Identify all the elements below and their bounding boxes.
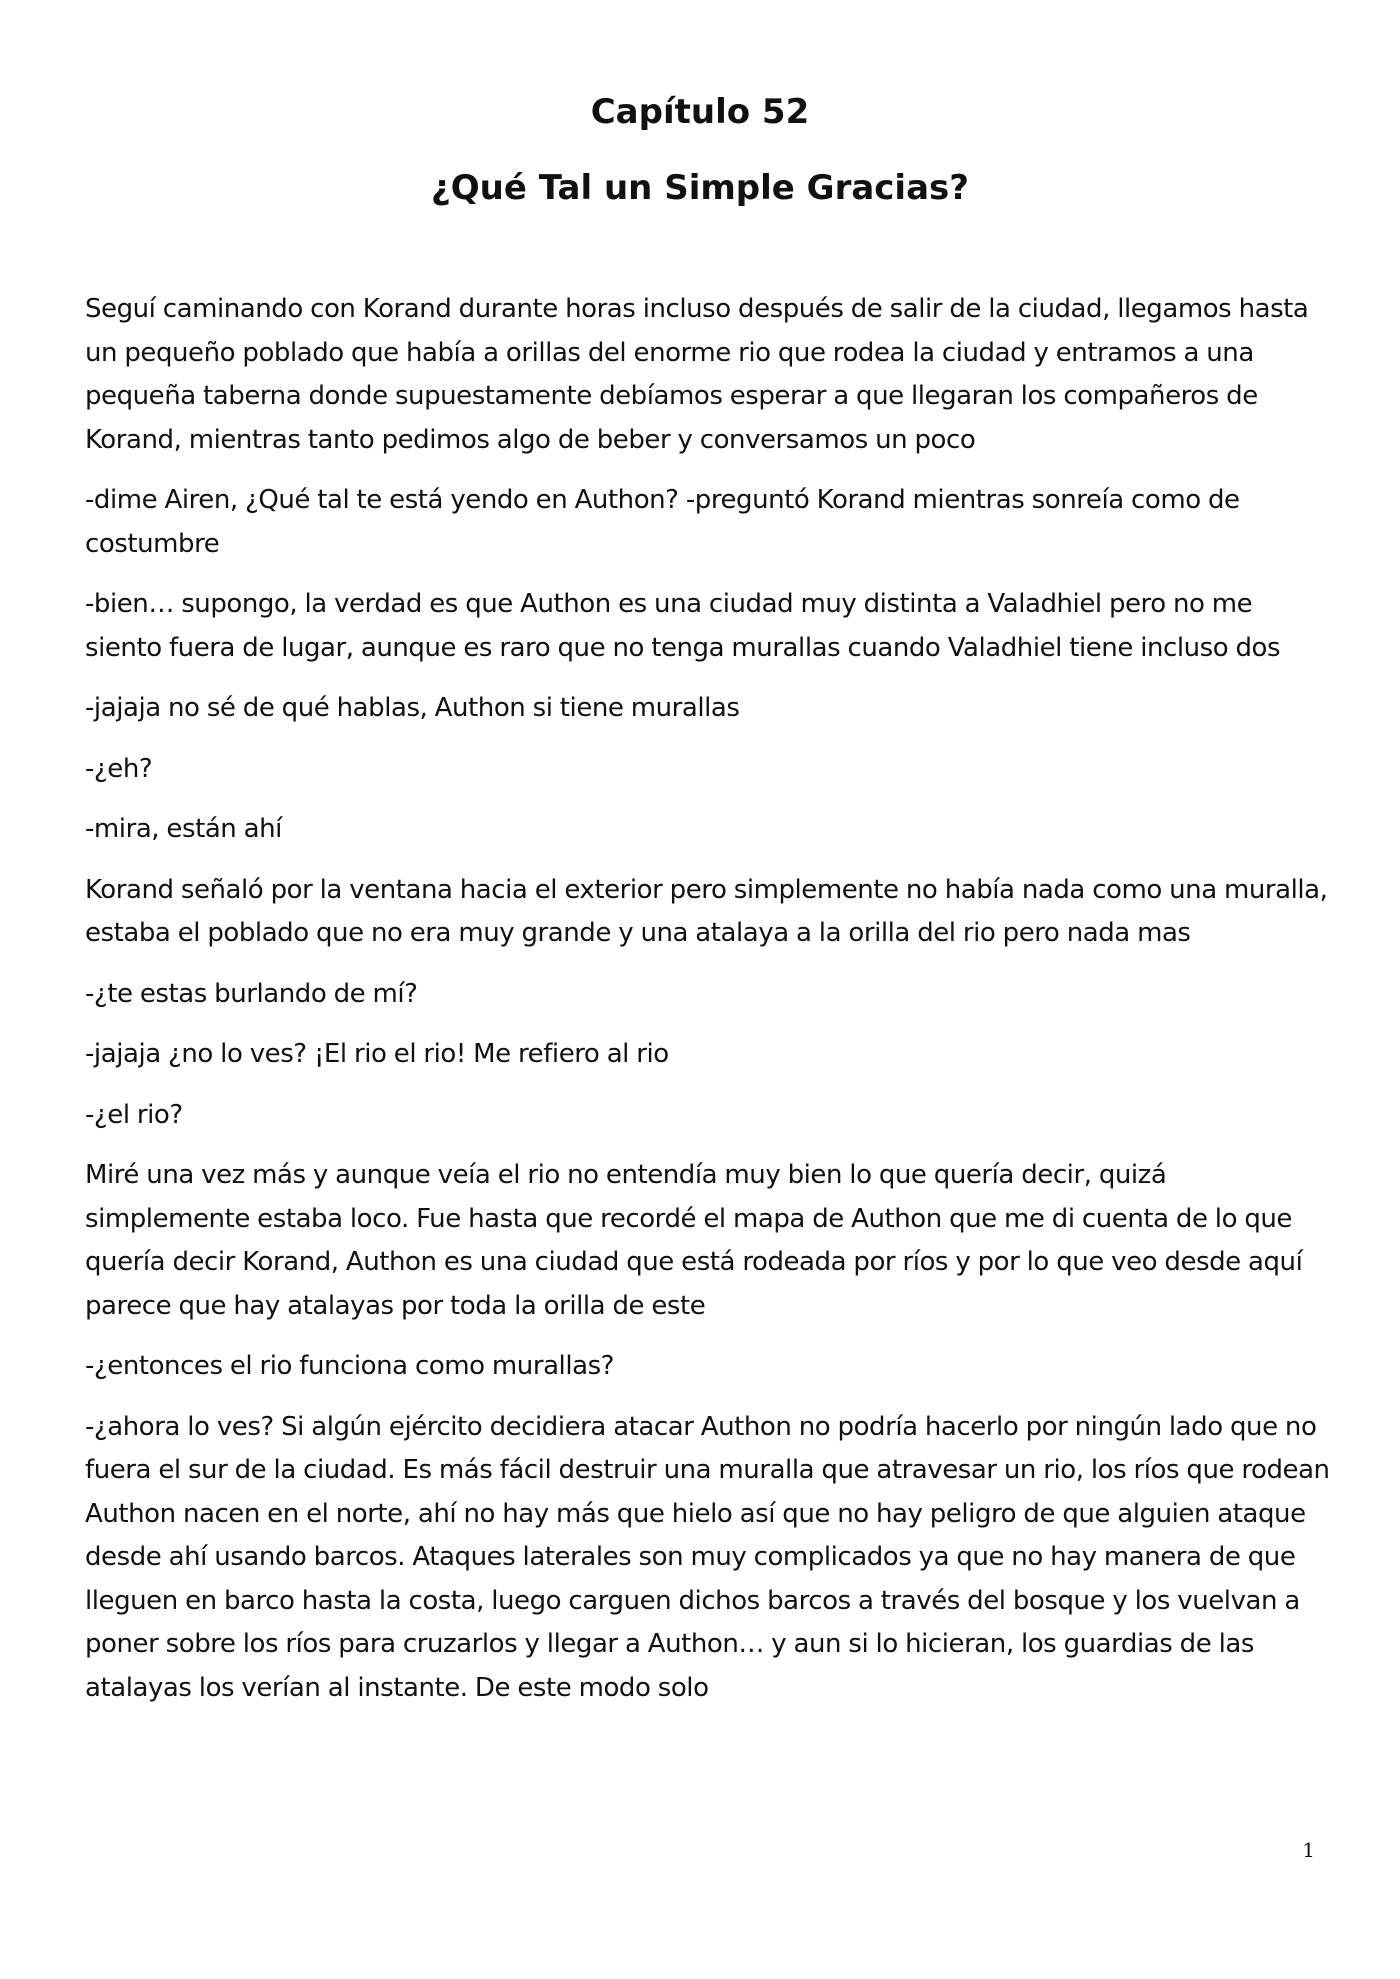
paragraph-narration-map: Miré una vez más y aunque veía el rio no entendía muy bien lo que quería decir, quizá simplemente estaba loco. Fue hasta que recordé el mapa de Authon que me di cuenta de lo que quería decir Korand, Authon es una ciudad que está rodeada por ríos y por lo que veo desde aquí parece que hay atalayas por toda la orilla de este (85, 1160, 1303, 1321)
paragraph-dialogue-airen-river: -¿el rio? (85, 1099, 183, 1130)
page-number: 1 (1302, 1838, 1315, 1862)
chapter-number: Capítulo 52 (590, 92, 810, 132)
paragraph-dialogue-airen-walls-question: -¿entonces el rio funciona como murallas? (85, 1351, 615, 1381)
paragraph-narration-arrival: Seguí caminando con Korand durante horas incluso después de salir de la ciudad, llegamos hasta un pequeño poblado que había a orillas del enorme rio que rodea la ciudad y entramos a una pequeña taberna donde supuestamente debíamos esperar a que llegaran los compañeros de Korand, mientras tanto pedimos algo de beber y conversamos un poco (85, 294, 1309, 455)
paragraph-dialogue-korand-explanation: -¿ahora lo ves? Si algún ejército decidiera atacar Authon no podría hacerlo por ningún lado que no fuera el sur de la ciudad. Es más fácil destruir una muralla que atravesar un rio, los ríos que rodean Authon nacen en el norte, ahí no hay más que hielo así que no hay peligro de que alguien ataque desde ahí usando barcos. Ataques laterales son muy complicados ya que no hay manera de que lleguen en barco hasta la costa, luego carguen dichos barcos a través del bosque y los vuelvan a poner sobre los ríos para cruzarlos y llegar a Authon… y aun si lo hicieran, los guardias de las atalayas los verían al instante. De este modo solo (85, 1411, 1330, 1703)
paragraph-dialogue-airen-mocking: -¿te estas burlando de mí? (85, 978, 418, 1009)
paragraph-dialogue-korand-question: -dime Airen, ¿Qué tal te está yendo en Authon? -preguntó Korand mientras sonreía como de costumbre (85, 485, 1240, 559)
chapter-body (85, 288, 1330, 1727)
paragraph-dialogue-korand-walls: -jajaja no sé de qué hablas, Authon si tiene murallas (85, 693, 740, 723)
paragraph-dialogue-korand-look: -mira, están ahí (85, 814, 282, 844)
paragraph-dialogue-airen-eh: -¿eh? (85, 753, 153, 784)
chapter-title: ¿Qué Tal un Simple Gracias? (430, 168, 969, 208)
paragraph-dialogue-airen-reply: -bien… supongo, la verdad es que Authon es una ciudad muy distinta a Valadhiel pero no me siento fuera de lugar, aunque es raro que no tenga murallas cuando Valadhiel tiene incluso dos (85, 589, 1281, 663)
paragraph-dialogue-korand-river: -jajaja ¿no lo ves? ¡El rio el rio! Me refiero al rio (85, 1039, 669, 1069)
paragraph-narration-window: Korand señaló por la ventana hacia el exterior pero simplemente no había nada como una muralla, estaba el poblado que no era muy grande y una atalaya a la orilla del rio pero nada mas (85, 874, 1328, 948)
